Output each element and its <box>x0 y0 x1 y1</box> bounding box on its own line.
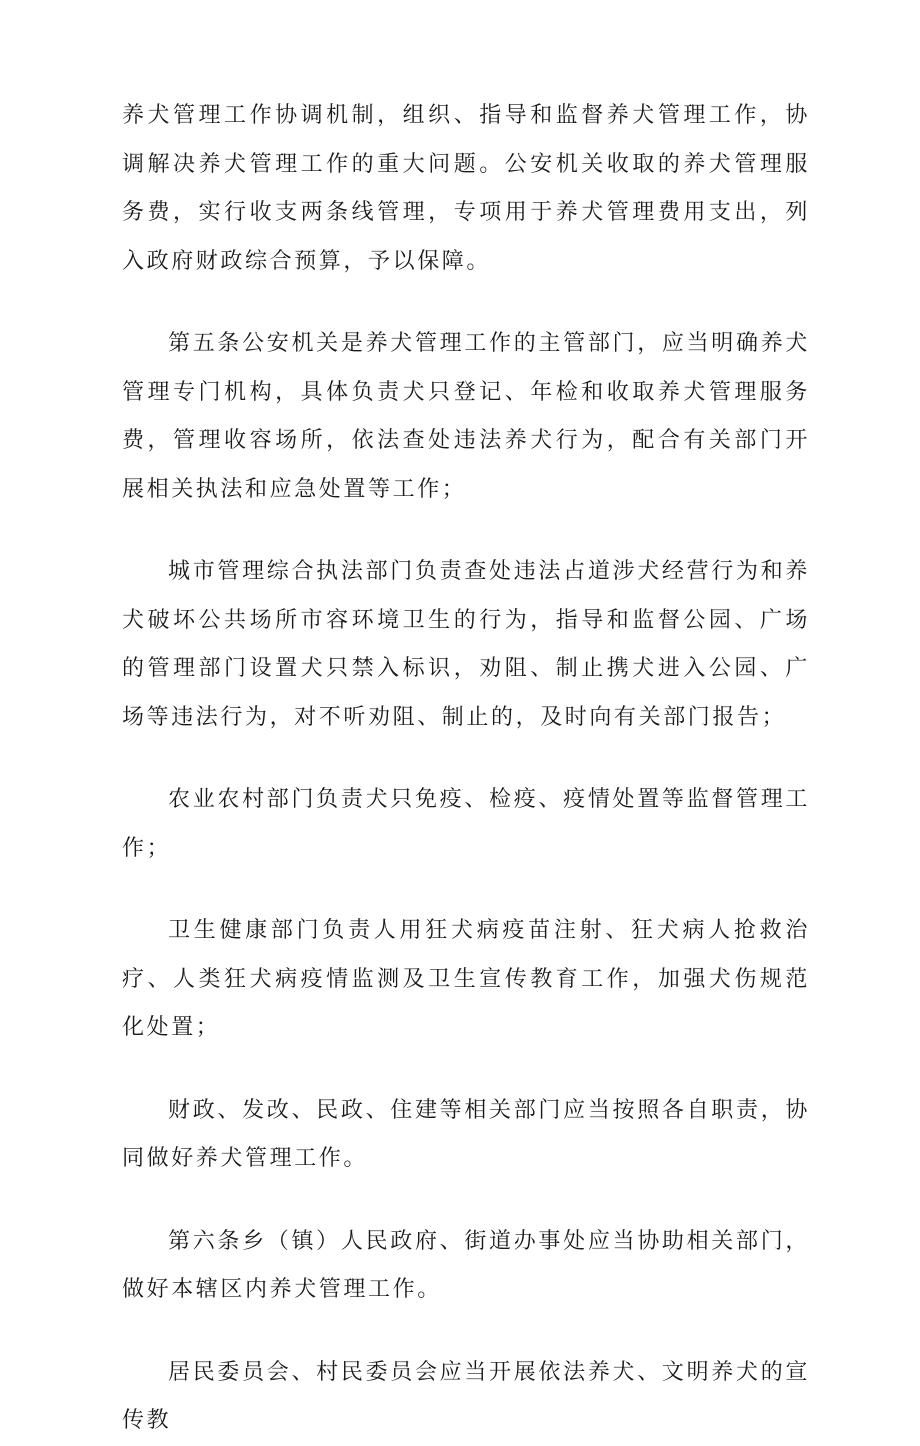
paragraph-health: 卫生健康部门负责人用狂犬病疫苗注射、狂犬病人抢救治疗、人类狂犬病疫情监测及卫生宣传教育工作，加强犬伤规范化处置； <box>122 918 810 1040</box>
paragraph-agriculture: 农业农村部门负责犬只免疫、检疫、疫情处置等监督管理工作； <box>122 787 810 861</box>
paragraph-urban-management: 城市管理综合执法部门负责查处违法占道涉犬经营行为和养犬破坏公共场所市容环境卫生的行为，指导和监督公园、广场的管理部门设置犬只禁入标识，劝阻、制止携犬进入公园、广场等违法行为，对不听劝阻、制止的，及时向有关部门报告； <box>122 559 810 730</box>
paragraph-article-6: 第六条乡（镇）人民政府、街道办事处应当协助相关部门，做好本辖区内养犬管理工作。 <box>122 1228 810 1302</box>
paragraph-committees: 居民委员会、村民委员会应当开展依法养犬、文明养犬的宣传教 <box>122 1359 810 1433</box>
paragraph-finance: 财政、发改、民政、住建等相关部门应当按照各自职责，协同做好养犬管理工作。 <box>122 1097 810 1171</box>
paragraph-continuation: 养犬管理工作协调机制，组织、指导和监督养犬管理工作，协调解决养犬管理工作的重大问题。公安机关收取的养犬管理服务费，实行收支两条线管理，专项用于养犬管理费用支出，列入政府财政综合预算，予以保障。 <box>122 103 810 274</box>
paragraph-article-5: 第五条公安机关是养犬管理工作的主管部门，应当明确养犬管理专门机构，具体负责犬只登记、年检和收取养犬管理服务费，管理收容场所，依法查处违法养犬行为，配合有关部门开展相关执法和应急处置等工作； <box>122 331 810 502</box>
